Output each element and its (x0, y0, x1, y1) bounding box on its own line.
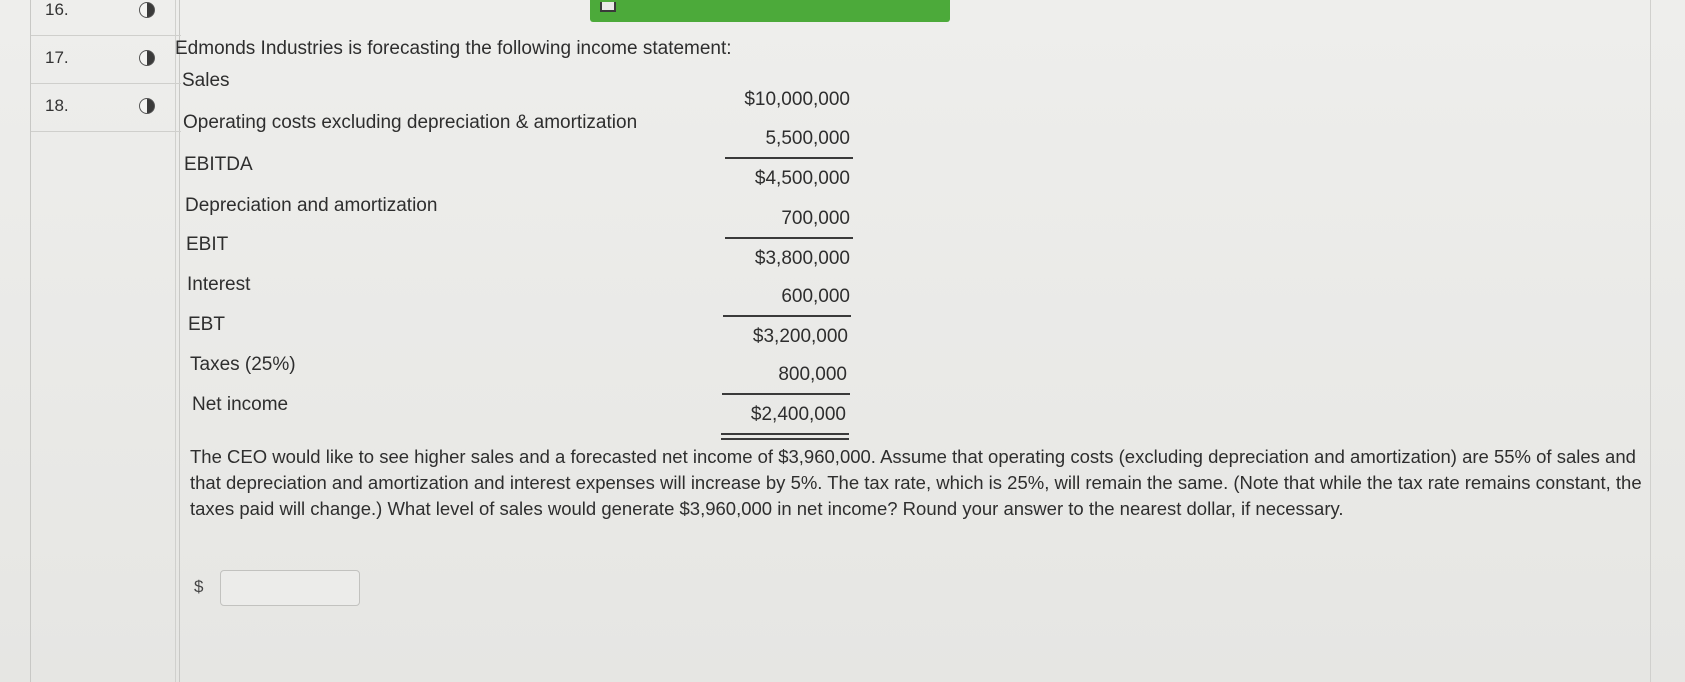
statement-label: Operating costs excluding depreciation & amortization (183, 112, 638, 133)
statement-label: EBITDA (184, 154, 253, 175)
question-content (175, 0, 1675, 682)
statement-value: 5,500,000 (765, 128, 850, 149)
statement-value: $10,000,000 (744, 89, 850, 110)
statement-value: 800,000 (778, 364, 847, 385)
question-number: 16. (45, 0, 69, 19)
half-complete-status-icon (139, 50, 155, 66)
content-border (1650, 0, 1651, 682)
statement-value: $3,800,000 (754, 248, 850, 269)
statement-label: Sales (182, 70, 230, 91)
question-number: 18. (45, 96, 69, 115)
question-list (30, 0, 180, 682)
question-text: The CEO would like to see higher sales and a forecasted net income of $3,960,000. Assume that operating costs (excluding depreciation and amortization) are 55% of sales and that depreciation and amortization and interest expenses will increase by 5%. The tax rate, which is 25%, will remain the same. (Note that while the tax rate remains constant, the taxes paid will change.) What level of sales would generate $3,960,000 in net income? Round your answer to the nearest dollar, if necessary. (190, 446, 1642, 519)
total-double-rule-bottom (721, 438, 849, 440)
question-list-item[interactable] (31, 90, 181, 132)
statement-label: EBIT (186, 234, 229, 255)
question-list-item[interactable] (31, 0, 181, 36)
subtotal-rule (725, 157, 853, 159)
currency-symbol: $ (194, 577, 204, 596)
statement-label: EBT (188, 314, 225, 335)
subtotal-rule (725, 237, 853, 239)
statement-value: $4,500,000 (754, 168, 850, 189)
statement-value: 700,000 (781, 208, 850, 229)
statement-value: 600,000 (781, 286, 850, 307)
statement-value: $3,200,000 (752, 326, 848, 347)
half-complete-status-icon (139, 2, 155, 18)
subtotal-rule (723, 315, 851, 317)
statement-label: Net income (192, 394, 289, 415)
statement-label: Depreciation and amortization (185, 195, 438, 216)
statement-label: Interest (187, 274, 251, 295)
statement-value: $2,400,000 (750, 404, 846, 425)
answer-input[interactable] (220, 570, 360, 606)
total-double-rule-top (721, 433, 849, 435)
question-number: 17. (45, 48, 69, 67)
question-list-item[interactable] (31, 42, 181, 84)
half-complete-status-icon (139, 98, 155, 114)
subtotal-rule (722, 393, 850, 395)
statement-label: Taxes (25%) (190, 354, 296, 375)
question-intro: Edmonds Industries is forecasting the following income statement: (175, 38, 732, 59)
